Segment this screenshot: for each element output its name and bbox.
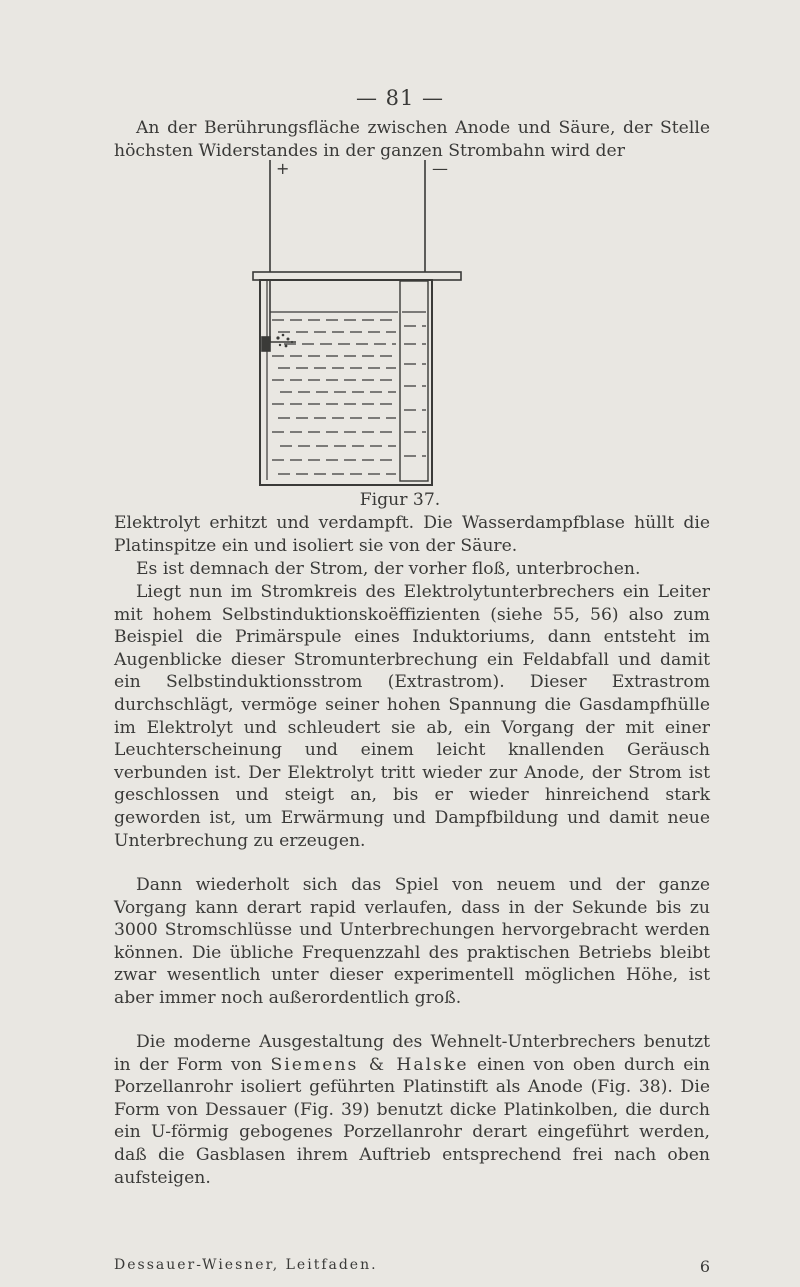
plus-label: +	[276, 160, 290, 178]
figure-37-electrolytic-interrupter	[250, 160, 550, 490]
vessel-lid	[253, 272, 461, 280]
electrolyte	[272, 320, 426, 474]
firm-name: Siemens & Halske	[270, 1054, 469, 1075]
signature-mark: 6	[699, 1257, 710, 1276]
anode-tip	[262, 337, 270, 351]
intro-paragraph: An der Berührungsfläche zwischen Anode und Säure, der Stelle höchsten Widerstandes in der ganzen Strombahn wird der	[114, 118, 710, 161]
paragraph-2: Es ist demnach der Strom, der vorher floß, unterbrochen.	[136, 559, 641, 579]
gas-bubbles	[276, 334, 293, 348]
page-footer	[114, 1257, 710, 1276]
page-number: — 81 —	[355, 86, 445, 110]
paragraph-3: Liegt nun im Stromkreis des Elektrolytunterbrechers ein Leiter mit hohem Selbstinduktionskoëffizienten (siehe 55, 56) also zum Beispiel die Primärspule eines Induktoriums, dann entsteht im Augenblicke dieser Stromunterbrechung ein Feldabfall und damit ein Selbstinduktionsstrom (Extrastrom). Dieser Extrastrom durchschlägt, vermöge seiner hohen Spannung die Gasdampfhülle im Elektrolyt und schleudert sie ab, ein Vorgang der mit einer Leuchterscheinung und einem leicht knallenden Geräusch verbunden ist. Der Elektrolyt tritt wieder zur Anode, der Strom ist geschlossen und steigt an, bis er wieder hinreichend stark geworden ist, um Erwärmung und Dampfbildung und damit neue Unterbrechung zu erzeugen.	[114, 582, 710, 851]
paragraph-4: Dann wiederholt sich das Spiel von neuem und der ganze Vorgang kann derart rapid verlaufen, dass in der Sekunde bis zu 3000 Stromschlüsse und Unterbrechungen hervorgebracht werden können. Die übliche Frequenzzahl des praktischen Betriebs bleibt zwar wesentlich unter dieser experimentell möglichen Höhe, ist aber immer noch außerordentlich groß.	[114, 875, 710, 1008]
figure-caption: Figur 37.	[359, 490, 441, 510]
paragraph-5	[114, 1031, 710, 1189]
minus-label: —	[432, 160, 448, 178]
paragraph-5-part-2: einen von oben durch ein Porzellanrohr isoliert geführten Platinstift als Anode (Fig. 38). Die Form von Dessauer (Fig. 39) benutzt dicke Platinkolben, die durch ein U-förmig gebogenes Porzellanrohr derart eingeführt werden, daß die Gasblasen ihrem Auftrieb entsprechend frei nach oben aufsteigen.	[114, 1054, 710, 1188]
vessel	[260, 280, 432, 485]
inner-cylinder	[400, 281, 428, 481]
paragraph-1: Elektrolyt erhitzt und verdampft. Die Wasserdampfblase hüllt die Platinspitze ein und isoliert sie von der Säure.	[114, 513, 710, 556]
footer-citation: Dessauer-Wiesner, Leitfaden.	[114, 1257, 378, 1273]
paragraph-5-part-1: Die moderne Ausgestaltung des Wehnelt-Unterbrechers benutzt in der Form von	[114, 1032, 710, 1075]
